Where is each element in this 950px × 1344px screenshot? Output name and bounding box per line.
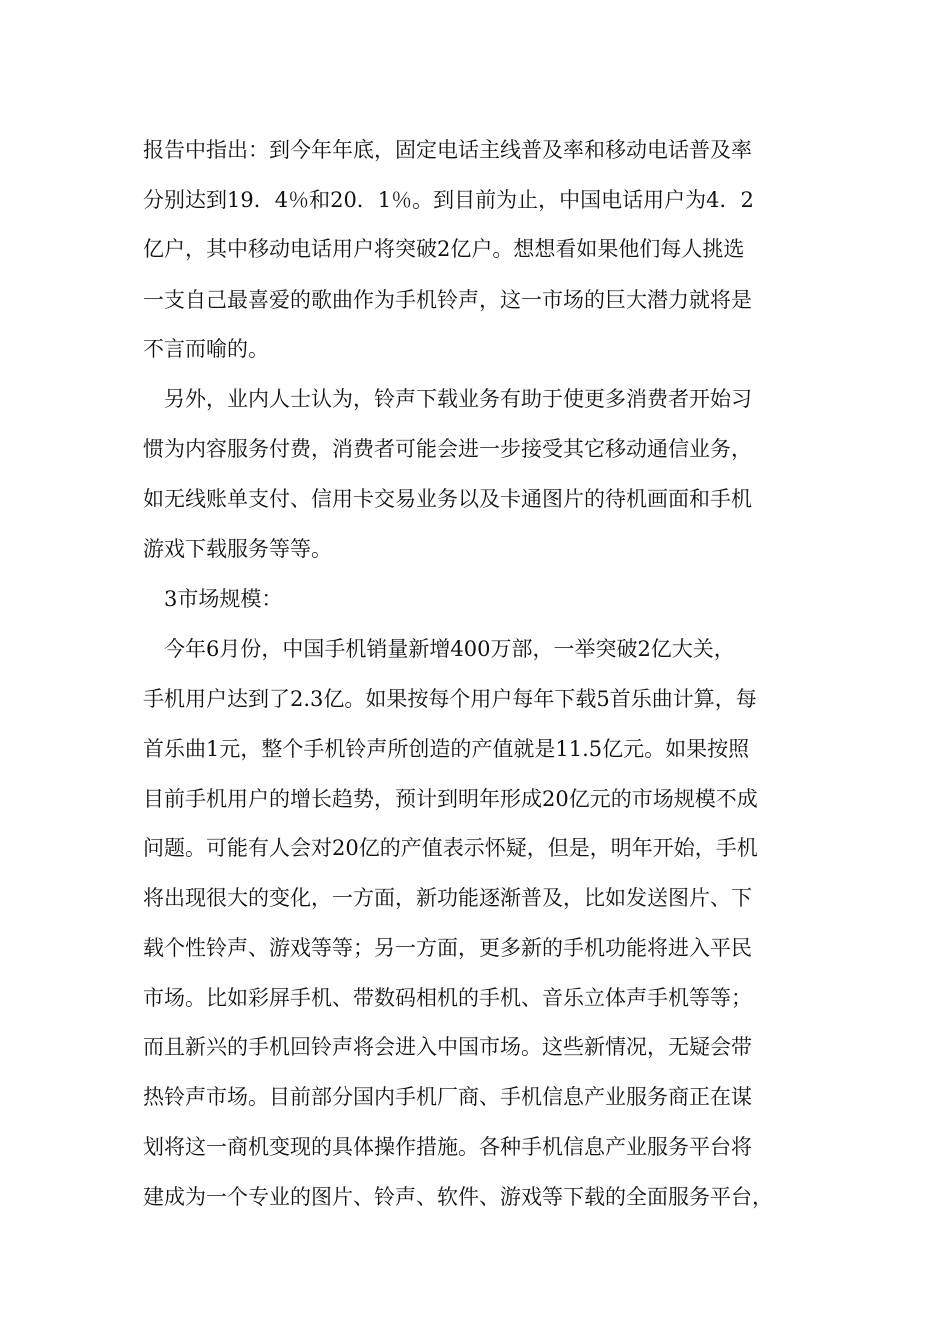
text-line: 分别达到19．4％和20．1％。到目前为止，中国电话用户为4．2 (143, 188, 754, 212)
text-line: 划将这一商机变现的具体操作措施。各种手机信息产业服务平台将 (143, 1135, 752, 1159)
text-line: 一支自己最喜爱的歌曲作为手机铃声，这一市场的巨大潜力就将是 (143, 288, 752, 312)
text-line: 如无线账单支付、信用卡交易业务以及卡通图片的待机画面和手机 (143, 487, 752, 511)
text-line: 载个性铃声、游戏等等；另一方面，更多新的手机功能将进入平民 (143, 936, 752, 960)
text-line: 将出现很大的变化，一方面，新功能逐渐普及，比如发送图片、下 (143, 886, 752, 910)
text-line: 目前手机用户的增长趋势，预计到明年形成20亿元的市场规模不成 (143, 787, 758, 811)
text-line: 市场。比如彩屏手机、带数码相机的手机、音乐立体声手机等等； (143, 986, 752, 1010)
text-line: 报告中指出：到今年年底，固定电话主线普及率和移动电话普及率 (143, 138, 752, 162)
text-line: 不言而喻的。 (143, 337, 269, 361)
text-line: 手机用户达到了2.3亿。如果按每个用户每年下载5首乐曲计算，每 (143, 687, 757, 711)
text-line: 游戏下载服务等等。 (143, 537, 332, 561)
text-line: 热铃声市场。目前部分国内手机厂商、手机信息产业服务商正在谋 (143, 1085, 752, 1109)
text-line: 另外，业内人士认为，铃声下载业务有助于使更多消费者开始习 (164, 387, 752, 411)
text-line: 建成为一个专业的图片、铃声、软件、游戏等下载的全面服务平台， (143, 1185, 773, 1209)
text-line: 问题。可能有人会对20亿的产值表示怀疑，但是，明年开始，手机 (143, 836, 758, 860)
text-line: 首乐曲1元，整个手机铃声所创造的产值就是11.5亿元。如果按照 (143, 737, 750, 761)
text-line: 亿户，其中移动电话用户将突破2亿户。想想看如果他们每人挑选 (143, 237, 745, 261)
text-line: 今年6月份，中国手机销量新增400万部，一举突破2亿大关， (164, 637, 735, 661)
text-line: 惯为内容服务付费，消费者可能会进一步接受其它移动通信业务， (143, 437, 752, 461)
text-line: 而且新兴的手机回铃声将会进入中国市场。这些新情况，无疑会带 (143, 1035, 752, 1059)
section-heading: 3市场规模： (164, 587, 283, 611)
